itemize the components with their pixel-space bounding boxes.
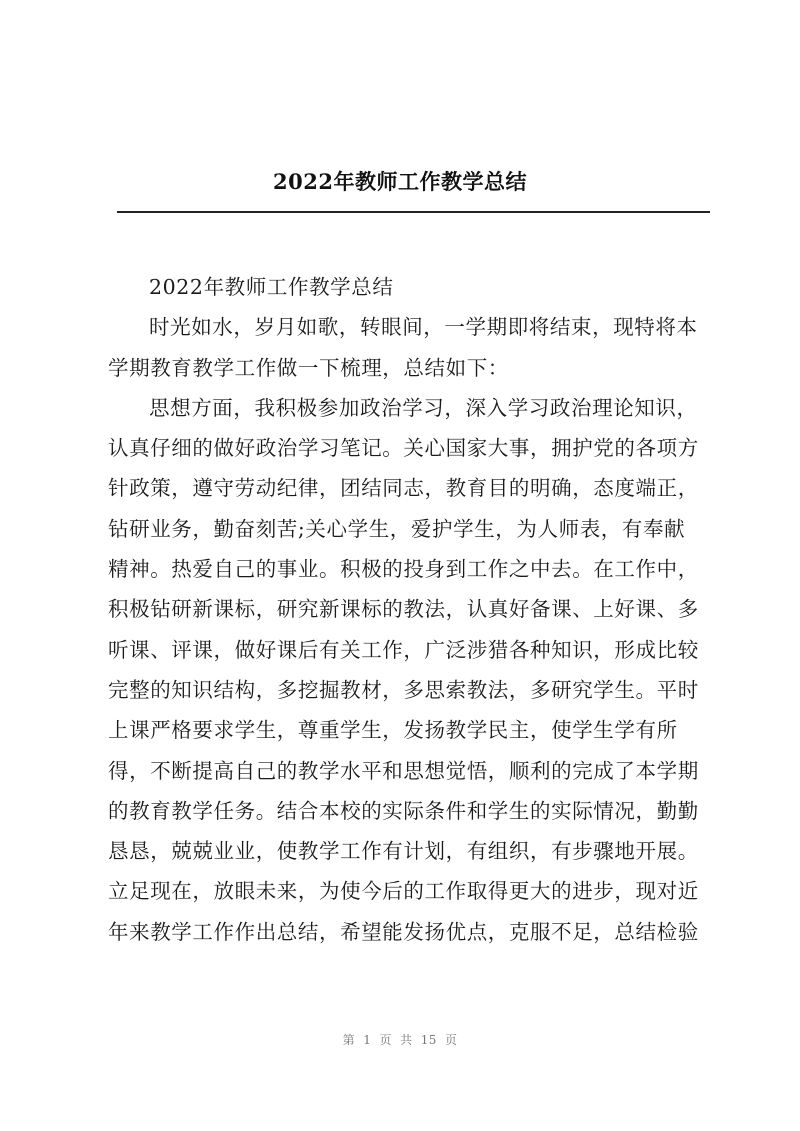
- body-text-line: 年来教学工作作出总结，希望能发扬优点，克服不足，总结检验: [108, 919, 699, 944]
- body-text-line: 立足现在，放眼未来，为使今后的工作取得更大的进步，现对近: [108, 879, 699, 904]
- body-text-line: 上课严格要求学生，尊重学生，发扬教学民主，使学生学有所: [108, 718, 678, 743]
- body-text-line: 听课、评课，做好课后有关工作，广泛涉猎各种知识，形成比较: [108, 637, 699, 662]
- body-text-line: 积极钻研新课标，研究新课标的教法，认真好备课、上好课、多: [108, 597, 699, 622]
- body-text-line: 的教育教学任务。结合本校的实际条件和学生的实际情况，勤勤: [108, 798, 699, 823]
- body-text-line: 得，不断提高自己的教学水平和思想觉悟，顺利的完成了本学期: [108, 758, 699, 783]
- page-footer: 第 1 页 共 15 页: [342, 1033, 458, 1047]
- body-text-line: 恳恳，兢兢业业，使教学工作有计划，有组织，有步骤地开展。: [108, 839, 699, 864]
- body-text-line: 思想方面，我积极参加政治学习，深入学习政治理论知识，: [149, 395, 698, 420]
- document-body: [108, 267, 714, 952]
- body-text-line: 精神。热爱自己的事业。积极的投身到工作之中去。在工作中，: [108, 557, 699, 582]
- header-divider: [117, 211, 710, 213]
- body-text-line: 针政策，遵守劳动纪律，团结同志，教育目的明确，态度端正，: [108, 476, 699, 501]
- body-text-line: 2022年教师工作教学总结: [149, 275, 394, 299]
- body-text-line: 时光如水，岁月如歌，转眼间，一学期即将结束，现特将本: [149, 315, 698, 340]
- body-text-line: 认真仔细的做好政治学习笔记。关心国家大事，拥护党的各项方: [108, 436, 699, 461]
- body-text-line: 钻研业务，勤奋刻苦;关心学生，爱护学生，为人师表，有奉献: [108, 516, 686, 541]
- body-text-line: 完整的知识结构，多挖掘教材，多思索教法，多研究学生。平时: [108, 677, 699, 702]
- document-header-title: 2022年教师工作教学总结: [273, 169, 527, 194]
- body-text-line: 学期教育教学工作做一下梳理，总结如下：: [108, 355, 509, 380]
